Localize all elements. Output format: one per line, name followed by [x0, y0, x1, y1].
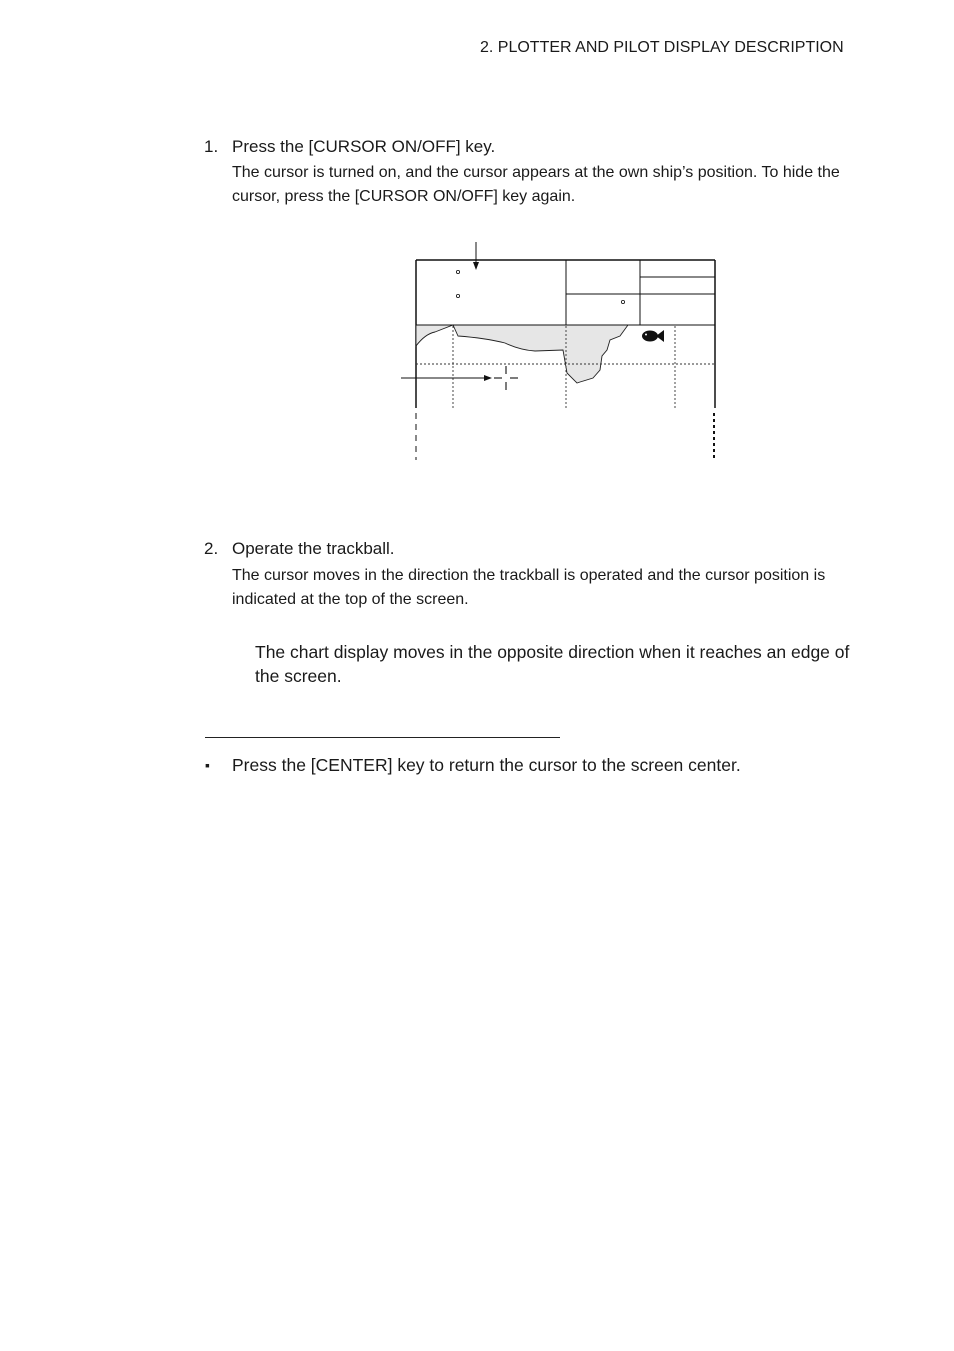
bullet-text: Press the [CENTER] key to return the cursor to the screen center.	[232, 755, 741, 775]
bullet-mark: ▪	[205, 757, 210, 773]
cursor-display-diagram	[395, 238, 725, 468]
step-2-number: 2.	[204, 539, 219, 558]
pointer-arrow-icon	[401, 242, 492, 381]
land-area	[416, 325, 628, 383]
own-ship-fish-icon	[642, 330, 664, 342]
step-1-title: Press the [CURSOR ON/OFF] key.	[232, 137, 496, 156]
step-1-number: 1.	[204, 137, 219, 156]
step-2-title: Operate the trackball.	[232, 539, 395, 558]
page-header: 2. PLOTTER AND PILOT DISPLAY DESCRIPTION	[480, 39, 844, 56]
step-2-body: The cursor moves in the direction the trackball is operated and the cursor position is indicated at the top of the screen.	[232, 567, 826, 608]
section-divider	[205, 737, 560, 738]
note-text: The chart display moves in the opposite direction when it reaches an edge of the screen.	[255, 642, 850, 686]
step-1-body: The cursor is turned on, and the cursor appears at the own ship’s position. To hide the cursor, press the [CURSOR ON/OFF] key again.	[232, 164, 840, 205]
cursor-cross-icon	[494, 366, 518, 390]
